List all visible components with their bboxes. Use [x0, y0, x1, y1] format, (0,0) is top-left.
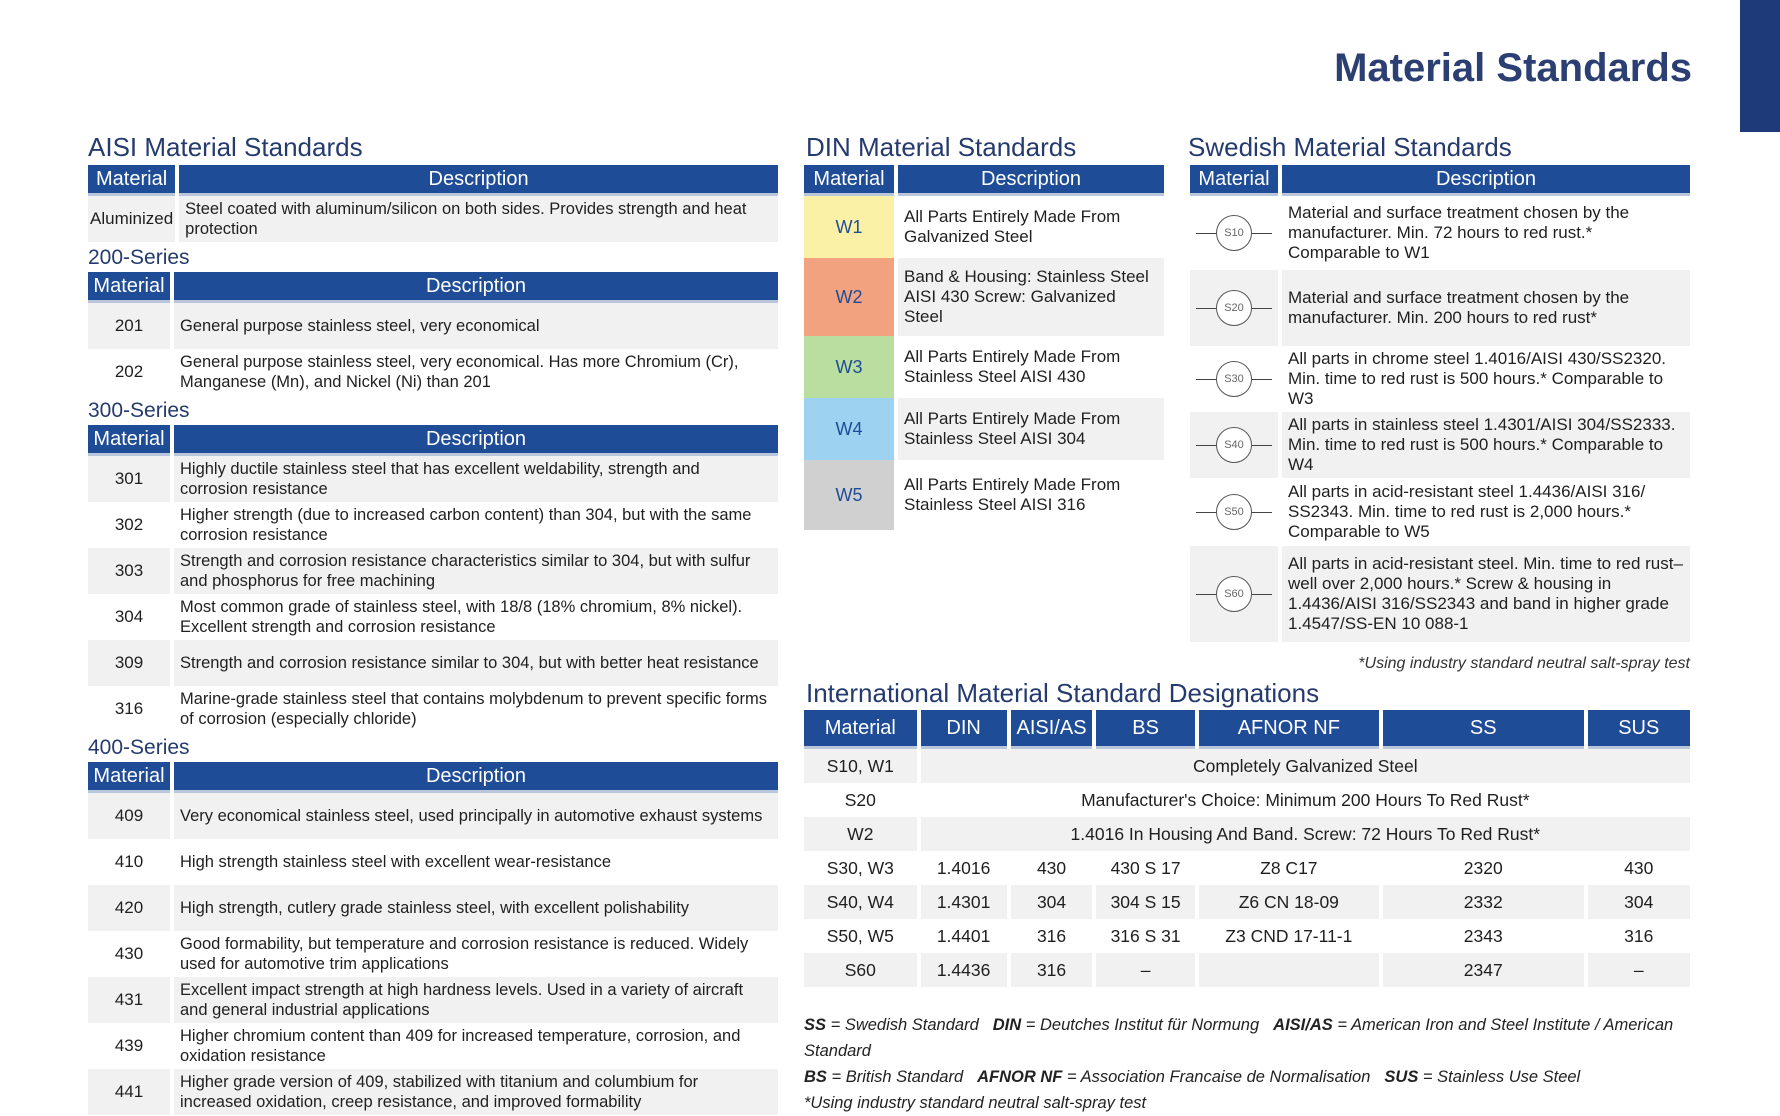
legend-abbr: AISI/AS [1273, 1016, 1333, 1034]
table-row [1190, 346, 1690, 412]
table-row [804, 336, 1164, 398]
material-description: Excellent impact strength at high hardness levels. Used in a variety of aircraft and general industrial applications [174, 977, 778, 1023]
swedish-badge-cell [1190, 196, 1278, 270]
legend-item [977, 1068, 1370, 1086]
din-description: All Parts Entirely Made From Stainless Steel AISI 304 [898, 398, 1164, 460]
material-code: 201 [88, 303, 170, 349]
material-description: High strength stainless steel with excellent wear-resistance [180, 853, 612, 871]
intl-header-5: SS [1383, 710, 1584, 749]
material-description: General purpose stainless steel, very economical. Has more Chromium (Cr), Manganese (Mn), and Nickel (Ni) than 201 [180, 353, 739, 391]
material-code: 441 [88, 1069, 170, 1115]
table-row [804, 953, 1690, 987]
din-code: W4 [804, 398, 894, 460]
swedish-badge-cell [1190, 412, 1278, 478]
table-row [88, 686, 778, 732]
material-code: 202 [114, 362, 144, 381]
designation-cell: 304 [1011, 885, 1093, 919]
material-code: S50, W5 [826, 926, 894, 946]
legend-full: Swedish Standard [844, 1016, 979, 1034]
designation-cell: 304 S 15 [1096, 885, 1194, 919]
material-code: 439 [114, 1036, 144, 1055]
legend-equals: = [1418, 1068, 1438, 1086]
swedish-description: All parts in stainless steel 1.4301/AISI 304/SS2333. Min. time to red rust is 500 hours.* Comparable to W4 [1282, 412, 1690, 478]
aisi-section-title: AISI Material Standards [88, 132, 363, 162]
table-row [804, 196, 1164, 258]
badge-circle-icon: S10 [1216, 215, 1252, 251]
legend-abbr: SUS [1384, 1068, 1419, 1086]
material-description: General purpose stainless steel, very economical [174, 303, 778, 349]
series-title: 200-Series [88, 246, 190, 269]
material-code: S40, W4 [804, 885, 917, 919]
din-code: W1 [804, 196, 894, 258]
legend-equals: = [1332, 1016, 1351, 1034]
legend-line [804, 1064, 1704, 1090]
material-description: Steel coated with aluminum/silicon on both sides. Provides strength and heat protection [179, 196, 778, 242]
badge-circle-icon: S30 [1216, 361, 1252, 397]
aisi-header-description: Description [179, 165, 778, 196]
abbreviation-legend [804, 1012, 1704, 1116]
legend-item [804, 1068, 963, 1086]
material-description: Higher strength (due to increased carbon content) than 304, but with the same corrosion resistance [180, 506, 752, 544]
international-section-title: International Material Standard Designations [806, 678, 1320, 708]
designation-cell: 316 [1036, 926, 1067, 946]
intl-header-1: DIN [921, 710, 1007, 749]
swedish-description: All parts in acid-resistant steel 1.4436/AISI 316/ SS2343. Min. time to red rust is 2,000 hours.* Comparable to W5 [1288, 482, 1646, 541]
table-row [88, 548, 778, 594]
material-code: 316 [114, 699, 144, 718]
table-row [88, 793, 778, 839]
material-code: 304 [114, 607, 144, 626]
aisi-header-material: Material [88, 762, 170, 793]
table-row [804, 460, 1164, 530]
material-code: 410 [114, 852, 144, 871]
material-code: 409 [88, 793, 170, 839]
table-row [1190, 478, 1690, 546]
intl-header-0: Material [804, 710, 917, 749]
designation-cell: 430 [1036, 858, 1067, 878]
table-row [88, 303, 778, 349]
badge-symbol [1192, 359, 1276, 399]
salt-spray-note: *Using industry standard neutral salt-spray test [1358, 655, 1690, 672]
din-description: Band & Housing: Stainless Steel AISI 430 Screw: Galvanized Steel [898, 258, 1164, 336]
table-row [88, 196, 778, 242]
designation-cell: 1.4401 [936, 926, 991, 946]
table-row [88, 640, 778, 686]
international-table [800, 710, 1694, 987]
span-description: Manufacturer's Choice: Minimum 200 Hours To Red Rust* [1081, 790, 1530, 810]
table-row [88, 839, 778, 885]
aisi-header-material: Material [88, 425, 170, 456]
designation-cell: 2320 [1463, 858, 1503, 878]
material-code: 309 [88, 640, 170, 686]
legend-line [804, 1012, 1704, 1064]
material-description: Higher chromium content than 409 for increased temperature, corrosion, and oxidation resistance [180, 1027, 741, 1065]
aisi-table [84, 425, 782, 732]
legend-abbr: DIN [992, 1016, 1022, 1034]
table-row [1190, 412, 1690, 478]
table-row [1190, 196, 1690, 270]
material-code: 420 [88, 885, 170, 931]
table-row [804, 783, 1690, 817]
din-section-title: DIN Material Standards [806, 132, 1077, 162]
aisi-table [84, 762, 782, 1115]
corner-accent-bar [1740, 0, 1780, 132]
legend-note: *Using industry standard neutral salt-spray test [804, 1094, 1147, 1112]
series-title: 400-Series [88, 736, 190, 759]
designation-cell: Z8 C17 [1260, 858, 1318, 878]
badge-circle-icon: S60 [1216, 576, 1252, 612]
table-row [88, 502, 778, 548]
material-code: 303 [88, 548, 170, 594]
legend-abbr: BS [804, 1068, 827, 1086]
material-code: 431 [88, 977, 170, 1023]
designation-cell: 2347 [1383, 953, 1584, 987]
aisi-header-description: Description [174, 272, 778, 303]
designation-cell: 316 [1011, 953, 1093, 987]
legend-full: Deutches Institut für Normung [1039, 1016, 1260, 1034]
legend-full: American Iron and Steel Institute / American Standard [804, 1016, 1674, 1060]
legend-item [993, 1016, 1259, 1034]
designation-cell: – [1096, 953, 1194, 987]
badge-symbol [1192, 288, 1276, 328]
intl-header-2: AISI/AS [1011, 710, 1093, 749]
designation-cell: 304 [1588, 885, 1690, 919]
material-code: Aluminized [88, 196, 175, 242]
swedish-header-material: Material [1190, 165, 1278, 196]
din-code: W3 [804, 336, 894, 398]
designation-cell: 316 S 31 [1110, 926, 1181, 946]
legend-equals: = [826, 1068, 846, 1086]
international-section [804, 710, 1690, 987]
badge-symbol [1192, 425, 1276, 465]
material-description: Strength and corrosion resistance similar to 304, but with better heat resistance [174, 640, 778, 686]
legend-full: Association Francaise de Normalisation [1080, 1068, 1371, 1086]
legend-equals: = [826, 1016, 845, 1034]
material-description: Strength and corrosion resistance characteristics similar to 304, but with sulfur and phosphorus for free machining [174, 548, 778, 594]
table-row [88, 931, 778, 977]
table-row [88, 885, 778, 931]
designation-cell: 316 [1624, 926, 1654, 946]
aisi-section [88, 165, 778, 1115]
din-description: All Parts Entirely Made From Stainless Steel AISI 430 [898, 336, 1164, 398]
material-description: Higher grade version of 409, stabilized with titanium and columbium for increased oxidation, creep resistance, and improved formability [174, 1069, 778, 1115]
designation-cell: Z3 CND 17-11-1 [1225, 926, 1353, 946]
swedish-description: All parts in acid-resistant steel. Min. time to red rust–well over 2,000 hours.* Screw & housing in 1.4436/AISI 316/SS2343 and band in higher grade 1.4547/SS-EN 10 088-1 [1282, 546, 1690, 642]
material-code: 302 [114, 515, 144, 534]
designation-cell: 430 S 17 [1110, 858, 1181, 878]
badge-symbol [1192, 492, 1276, 532]
designation-cell: 2332 [1383, 885, 1584, 919]
swedish-badge-cell [1190, 270, 1278, 346]
aisi-header-material: Material [88, 165, 175, 196]
table-row [804, 749, 1690, 783]
material-code: S30, W3 [826, 858, 894, 878]
aisi-header-description: Description [174, 762, 778, 793]
aisi-header-material: Material [88, 272, 170, 303]
designation-cell: 2343 [1463, 926, 1503, 946]
designation-cell: – [1588, 953, 1690, 987]
table-row [804, 258, 1164, 336]
aisi-table [84, 272, 782, 395]
swedish-badge-cell [1190, 546, 1278, 642]
swedish-description: Material and surface treatment chosen by the manufacturer. Min. 200 hours to red rust* [1282, 270, 1690, 346]
swedish-description: Material and surface treatment chosen by the manufacturer. Min. 72 hours to red rust.* Comparable to W1 [1288, 203, 1630, 262]
table-row [88, 349, 778, 395]
table-row [804, 851, 1690, 885]
intl-header-6: SUS [1588, 710, 1690, 749]
legend-full: Stainless Use Steel [1437, 1068, 1581, 1086]
designation-cell: 430 [1624, 858, 1654, 878]
intl-header-4: AFNOR NF [1199, 710, 1379, 749]
badge-circle-icon: S50 [1216, 494, 1252, 530]
material-description: Good formability, but temperature and corrosion resistance is reduced. Widely used for automotive trim applications [180, 935, 749, 973]
din-header-description: Description [898, 165, 1164, 196]
legend-abbr: AFNOR NF [977, 1068, 1063, 1086]
table-row [1190, 546, 1690, 642]
swedish-badge-cell [1190, 478, 1278, 546]
table-row [804, 398, 1164, 460]
table-row [88, 1023, 778, 1069]
badge-symbol [1192, 213, 1276, 253]
designation-cell: Z6 CN 18-09 [1199, 885, 1379, 919]
material-description: High strength, cutlery grade stainless steel, with excellent polishability [174, 885, 778, 931]
table-row [88, 1069, 778, 1115]
din-section [804, 165, 1164, 530]
designation-cell: 1.4436 [921, 953, 1007, 987]
material-description: Most common grade of stainless steel, with 18/8 (18% chromium, 8% nickel). Excellent strength and corrosion resistance [180, 598, 743, 636]
series-title: 300-Series [88, 399, 190, 422]
table-row [804, 885, 1690, 919]
material-code: S20 [844, 790, 876, 810]
aisi-header-description: Description [174, 425, 778, 456]
swedish-section-title: Swedish Material Standards [1188, 132, 1512, 162]
material-code: S60 [804, 953, 917, 987]
swedish-description: All parts in chrome steel 1.4016/AISI 430/SS2320. Min. time to red rust is 500 hours.* Comparable to W3 [1288, 349, 1667, 408]
legend-item [804, 1016, 979, 1034]
material-code: 301 [88, 456, 170, 502]
material-description: Very economical stainless steel, used principally in automotive exhaust systems [174, 793, 778, 839]
din-table [800, 165, 1168, 530]
table-row [88, 594, 778, 640]
designation-cell: 1.4301 [921, 885, 1007, 919]
material-code: 430 [114, 944, 144, 963]
designation-cell [1199, 953, 1379, 987]
designation-cell: 1.4016 [936, 858, 991, 878]
table-row [88, 977, 778, 1023]
din-description: All Parts Entirely Made From Galvanized Steel [898, 196, 1164, 258]
swedish-badge-cell [1190, 346, 1278, 412]
intl-header-3: BS [1096, 710, 1194, 749]
din-header-material: Material [804, 165, 894, 196]
swedish-header-description: Description [1282, 165, 1690, 196]
aisi-table [84, 165, 782, 242]
badge-symbol [1192, 574, 1276, 614]
table-row [1190, 270, 1690, 346]
page-title: Material Standards [1334, 46, 1692, 90]
material-description: Highly ductile stainless steel that has excellent weldability, strength and corrosion resistance [174, 456, 778, 502]
material-code: S10, W1 [804, 749, 917, 783]
legend-equals: = [1021, 1016, 1040, 1034]
badge-circle-icon: S20 [1216, 290, 1252, 326]
din-code: W5 [804, 460, 894, 530]
din-description: All Parts Entirely Made From Stainless Steel AISI 316 [898, 460, 1164, 530]
legend-item [1384, 1068, 1580, 1086]
table-row [88, 456, 778, 502]
span-description: 1.4016 In Housing And Band. Screw: 72 Hours To Red Rust* [921, 817, 1690, 851]
swedish-section [1190, 165, 1690, 642]
legend-equals: = [1062, 1068, 1081, 1086]
span-description: Completely Galvanized Steel [921, 749, 1690, 783]
din-code: W2 [804, 258, 894, 336]
table-row [804, 919, 1690, 953]
material-code: W2 [804, 817, 917, 851]
legend-abbr: SS [804, 1016, 827, 1034]
legend-full: British Standard [845, 1068, 964, 1086]
material-description: Marine-grade stainless steel that contains molybdenum to prevent specific forms of corrosion (especially chloride) [180, 690, 767, 728]
table-row [804, 817, 1690, 851]
badge-circle-icon: S40 [1216, 427, 1252, 463]
swedish-table [1186, 165, 1694, 642]
